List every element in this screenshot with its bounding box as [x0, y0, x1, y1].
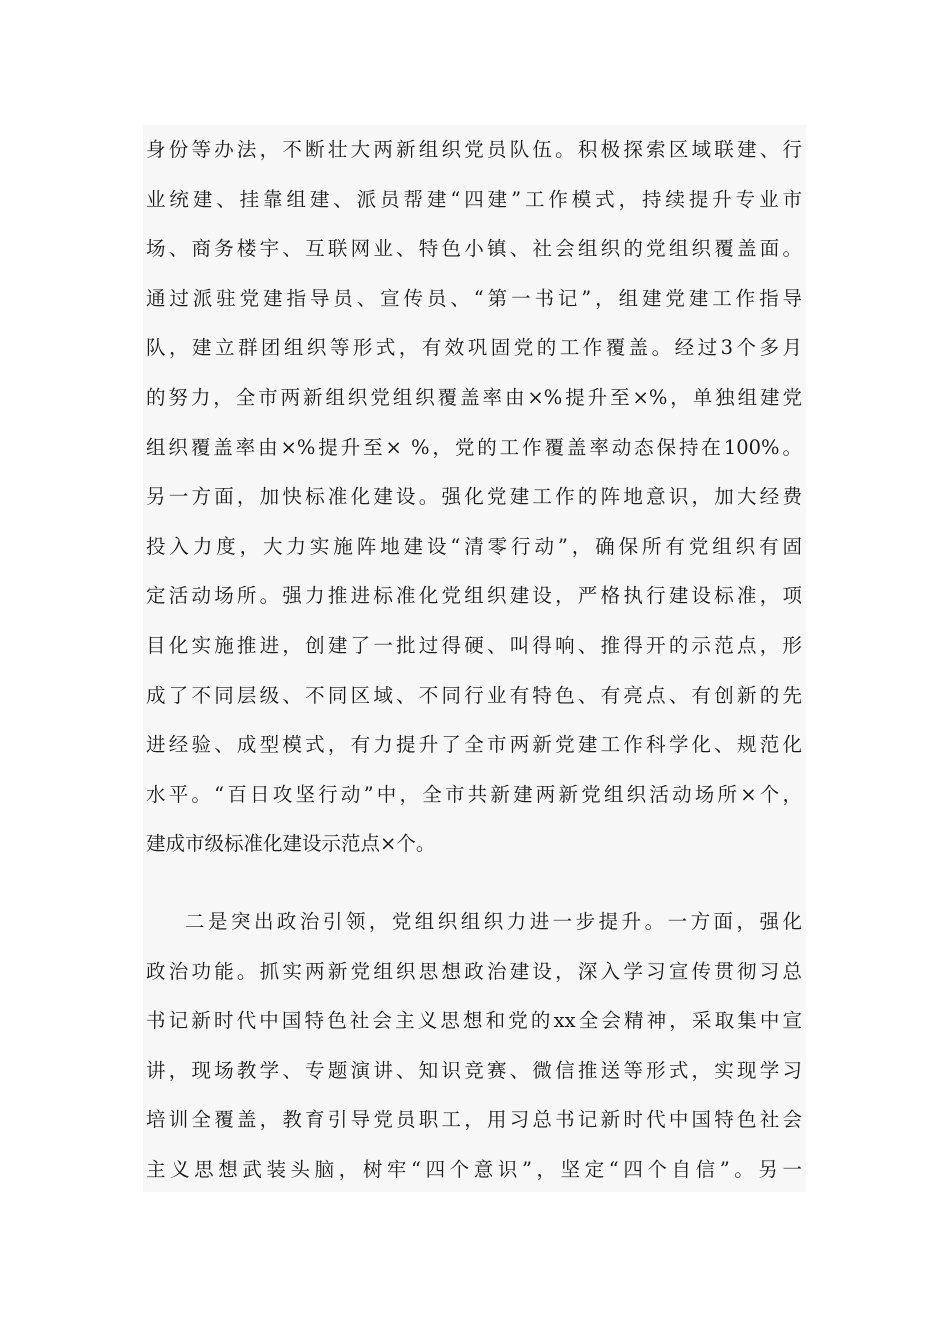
text-line: 书记新时代中国特色社会主义思想和党的xx全会精神，采取集中宣 — [146, 1009, 802, 1033]
text-line: 二是突出政治引领，党组织组织力进一步提升。一方面，强化 — [185, 909, 802, 933]
text-line: 身份等办法，不断壮大两新组织党员队伍。积极探索区域联建、行 — [146, 138, 802, 161]
paragraph-spacer — [146, 869, 802, 897]
text-line: 成了不同层级、不同区域、不同行业有特色、有亮点、有创新的先 — [146, 683, 802, 707]
paragraph-2 — [146, 897, 802, 1195]
text-line: 定活动场所。强力推进标准化党组织建设，严格执行建设标准，项 — [146, 584, 802, 608]
paragraph-1 — [146, 125, 802, 869]
text-line: 业统建、挂靠组建、派员帮建“四建”工作模式，持续提升专业市 — [146, 187, 802, 211]
text-line: 进经验、成型模式，有力提升了全市两新党建工作科学化、规范化 — [146, 733, 802, 757]
text-line: 投入力度，大力实施阵地建设“清零行动”，确保所有党组织有固 — [146, 534, 802, 558]
text-line: 主义思想武装头脑，树牢“四个意识”，坚定“四个自信”。另一 — [146, 1157, 802, 1181]
text-line: 另一方面，加快标准化建设。强化党建工作的阵地意识，加大经费 — [146, 485, 802, 509]
document-text-block — [143, 125, 806, 1192]
text-line: 政治功能。抓实两新党组织思想政治建设，深入学习宣传贯彻习总 — [146, 959, 802, 983]
text-line: 队，建立群团组织等形式，有效巩固党的工作覆盖。经过3个多月 — [146, 336, 802, 360]
text-line: 讲，现场教学、专题演讲、知识竞赛、微信推送等形式，实现学习 — [146, 1058, 802, 1082]
text-line: 建成市级标准化建设示范点×个。 — [146, 832, 436, 856]
text-line: 的努力，全市两新组织党组织覆盖率由×%提升至×%，单独组建党 — [146, 385, 802, 409]
text-line: 通过派驻党建指导员、宣传员、“第一书记”，组建党建工作指导 — [146, 286, 802, 310]
text-line: 培训全覆盖，教育引导党员职工，用习总书记新时代中国特色社会 — [146, 1108, 802, 1132]
text-line: 水平。“百日攻坚行动”中，全市共新建两新党组织活动场所×个， — [146, 782, 802, 806]
text-line: 场、商务楼宇、互联网业、特色小镇、社会组织的党组织覆盖面。 — [146, 237, 802, 261]
text-line: 组织覆盖率由×%提升至× %，党的工作覆盖率动态保持在100%。 — [146, 435, 802, 459]
text-line: 目化实施推进，创建了一批过得硬、叫得响、推得开的示范点，形 — [146, 633, 802, 657]
